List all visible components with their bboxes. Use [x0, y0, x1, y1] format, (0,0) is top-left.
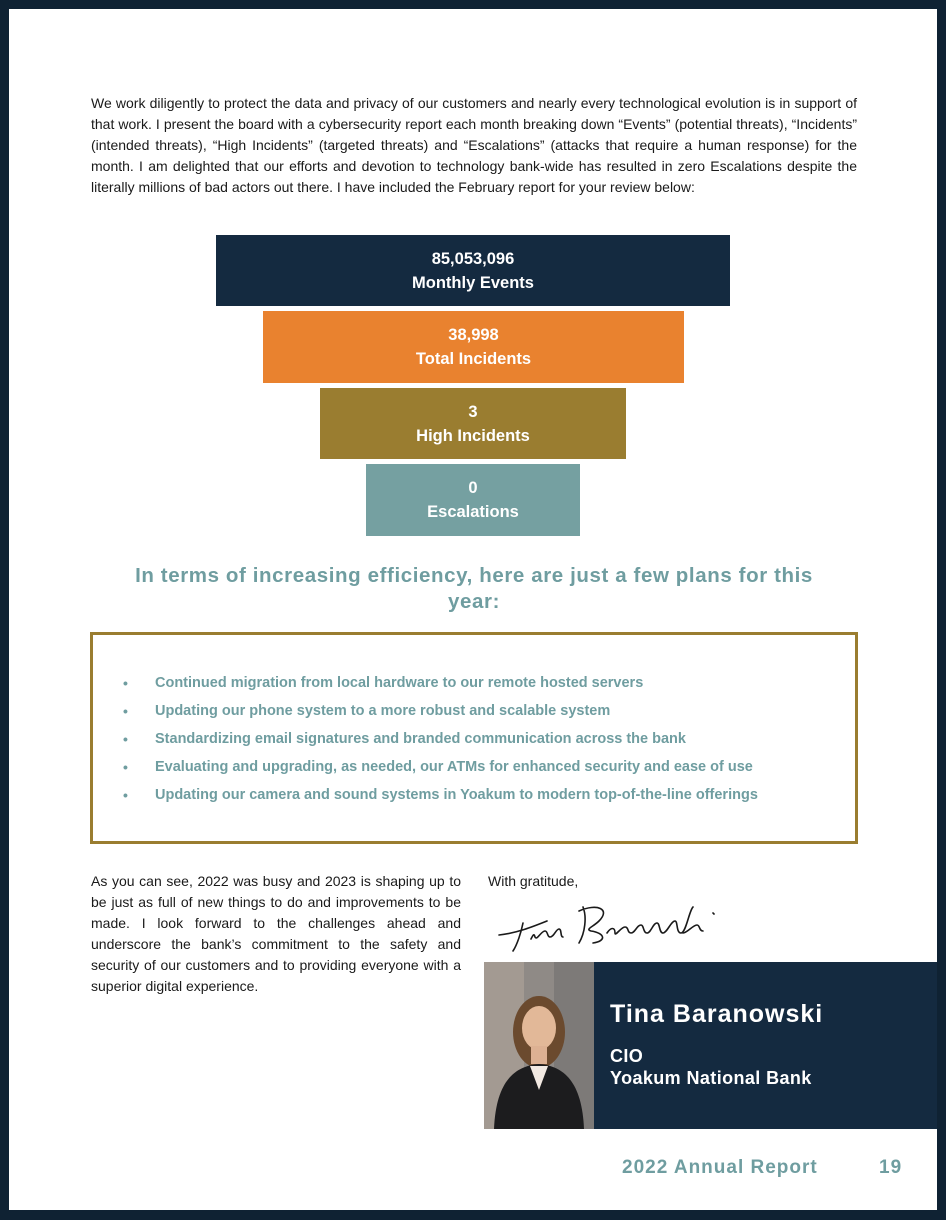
- funnel-bar-high-incidents: [320, 388, 626, 459]
- profile-panel: [594, 962, 937, 1129]
- plan-item: [123, 697, 843, 725]
- bullet-icon: •: [123, 703, 128, 719]
- plan-text: Updating our phone system to a more robust and scalable system: [155, 703, 611, 719]
- plan-text: Standardizing email signatures and branded communication across the bank: [155, 731, 686, 747]
- plans-list: [123, 669, 843, 809]
- footer-report-title: 2022 Annual Report: [622, 1157, 818, 1178]
- bullet-icon: •: [123, 675, 128, 691]
- document-page: [9, 9, 937, 1210]
- page-number: 19: [879, 1157, 903, 1178]
- plans-heading: In terms of increasing efficiency, here are just a few plans for this year:: [135, 564, 813, 613]
- funnel-bar-monthly-events: [216, 235, 730, 306]
- plan-text: Evaluating and upgrading, as needed, our ATMs for enhanced security and ease of use: [155, 759, 753, 775]
- profile-title: CIO: [610, 1046, 644, 1066]
- profile-name: Tina Baranowski: [610, 1000, 824, 1028]
- funnel-value: 3: [468, 402, 478, 421]
- funnel-label: Monthly Events: [412, 273, 534, 292]
- closing-paragraph: As you can see, 2022 was busy and 2023 is shaping up to be just as full of new things to do and improvements to be made. I look forward to the challenges ahead and underscore the bank’s commitment to the safety and security of our customers and to providing everyone with a superior digital experience.: [91, 873, 461, 994]
- funnel-label: Total Incidents: [415, 350, 532, 368]
- bullet-icon: •: [123, 787, 128, 803]
- plan-item: [123, 781, 843, 809]
- funnel-value: 38,998: [448, 326, 499, 344]
- funnel-bar-escalations: [366, 464, 580, 536]
- plan-item: [123, 669, 843, 697]
- funnel-bar-total-incidents: [263, 311, 684, 383]
- funnel-value: 0: [468, 479, 478, 497]
- bullet-icon: •: [123, 731, 128, 747]
- plan-item: [123, 753, 843, 781]
- funnel-label: Escalations: [427, 503, 519, 521]
- plans-box: [90, 632, 858, 844]
- plan-item: [123, 725, 843, 753]
- plan-text: Continued migration from local hardware to our remote hosted servers: [155, 675, 644, 691]
- profile-organization: Yoakum National Bank: [610, 1068, 812, 1088]
- gratitude-line: With gratitude,: [488, 873, 579, 889]
- signature-image: [487, 893, 747, 953]
- profile-photo: [484, 962, 594, 1129]
- bullet-icon: •: [123, 759, 128, 775]
- plan-text: Updating our camera and sound systems in Yoakum to modern top-of-the-line offerings: [155, 787, 758, 803]
- funnel-label: High Incidents: [416, 426, 530, 445]
- profile-role: [610, 1045, 812, 1089]
- funnel-value: 85,053,096: [431, 249, 515, 268]
- intro-paragraph: We work diligently to protect the data and privacy of our customers and nearly every technological evolution is in support of that work. I present the board with a cybersecurity report each month breaking down “Events” (potential threats), “Incidents” (intended threats), “High Incidents” (targeted threats) and “Escalations” (attacks that require a human response) for the month. I am delighted that our efforts and devotion to technology bank-wide has resulted in zero Escalations despite the literally millions of bad actors out there. I have included the February report for your review below:: [91, 95, 857, 195]
